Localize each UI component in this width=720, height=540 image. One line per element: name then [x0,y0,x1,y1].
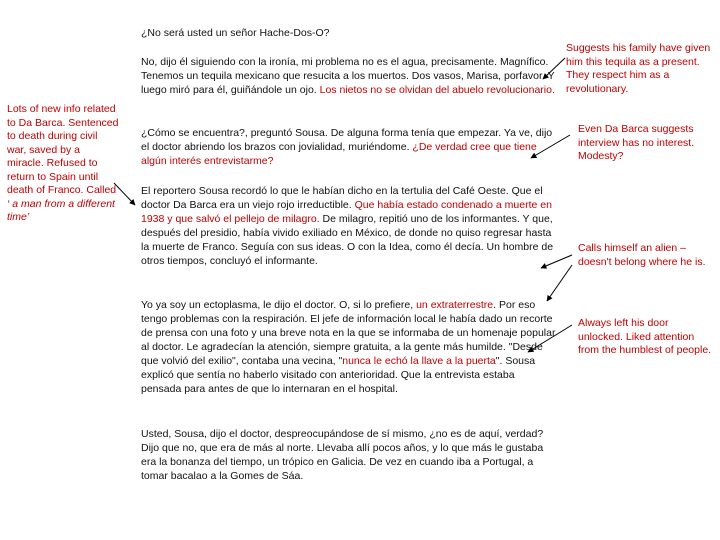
right-annotation-4: Always left his door unlocked. Liked attention from the humblest of people. [578,317,712,356]
body-text: ". Sousa explicó que sentía no haberlo visitado con anterioridad. Que la entrevista estaba pensada para antes de que lo internaran en el hospital. [141,355,536,395]
arrow-right-note-3 [541,255,572,268]
body-text: Usted, Sousa, dijo el doctor, despreocupándose de sí mismo, ¿no es de aquí, verdad? Dijo que no, que era de más al norte. Llevaba allí pocos años, y lo que más le gustaba era la bonanza del tiempo, un trópico en Galicia. De vez en cuando iba a Portugal, a tomar bacalao a la Gomes de Sáa. [141,428,544,482]
arrow-right-note-4 [528,325,572,352]
arrow-right-note-1 [543,58,565,79]
right-annotation-3: Calls himself an alien – doesn't belong where he is. [578,242,706,268]
highlighted-quote: Los nietos no se olvidan del abuelo revolucionario. [319,84,555,96]
title-line: ¿No será usted un señor Hache-Dos-O? [141,27,330,39]
body-text: No, dijo él siguiendo con la ironía, mi problema no es el agua, precisamente. Magnífico. Tenemos un tequila mexicano que resucita a los muertos. Dos vasos, Marisa, porfavor. Y luego miró para él, guiñándole un ojo. [141,56,555,96]
right-annotation-1: Suggests his family have given him this tequila as a present. They respect him as a revolutionary. [566,42,711,95]
highlighted-quote: nunca le echó la llave a la puerta [342,355,496,367]
body-text: . Por eso tengo problemas con la respiración. El jefe de información local le había dado un recorte de prensa con una foto y una breve nota en la que se informaba de un homenaje popular al doctor. Le agradecían la atención, siempre gratuita, a la gente más humilde. "Desde que volvió del exilio", contaba una vecina, " [141,299,556,367]
body-text: Yo ya soy un ectoplasma, le dijo el doctor. O, si lo prefiere, [141,299,417,311]
body-text: El reportero Sousa recordó lo que le habían dicho en la tertulia del Café Oeste. Que el doctor Da Barca era un viejo rojo irreductible. [141,185,543,211]
left-annotation-quote: ‘ a man from a different time’ [7,197,115,223]
highlighted-quote: ¿De verdad cree que tiene algún interés entrevistarme? [141,141,537,167]
body-text: De milagro, repitió uno de los informantes. Y que, después del presidio, había vivido exiliado en México, de donde no quiso regresar hasta la muerte de Franco. Seguía con sus ideas. O con la Idea, como él decía. Un hombre de otros tiempos, concluyó el informante. [141,213,554,267]
highlighted-quote: Que había estado condenado a muerte en 1938 y que salvó el pellejo de milagro. [141,199,552,225]
body-text: ¿Cómo se encuentra?, preguntó Sousa. De alguna forma tenía que empezar. Ya ve, dijo el doctor abriendo los brazos con jovialidad, muriéndome. [141,127,553,153]
left-annotation-text: Lots of new info related to Da Barca. Sentenced to death during civil war, saved by a miracle. Refused to return to Spain until death of Franco. Called [7,103,119,196]
arrow-right-note-3b [547,265,572,301]
arrow-right-note-2 [531,135,570,158]
highlighted-quote: un extraterrestre [416,299,494,311]
right-annotation-2: Even Da Barca suggests interview has no interest. Modesty? [578,123,695,162]
arrow-left-note [114,183,135,205]
